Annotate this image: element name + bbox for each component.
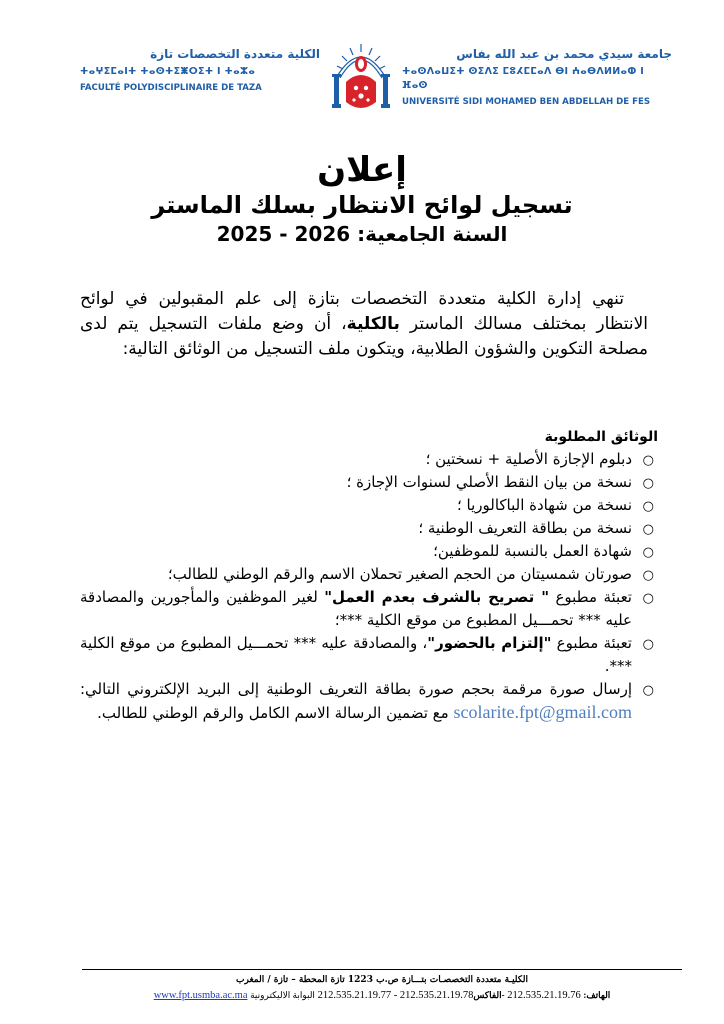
footer-address: الكليـة متعددة التخصصـات بتـــازة ص.ب 1223 تازة المحطة – تازة / المغرب xyxy=(236,975,528,985)
list-item-text: دبلوم الإجازة الأصلية + نسختين ؛ xyxy=(425,450,632,468)
form-name-declaration: " تصريح بالشرف بعدم العمل" xyxy=(324,588,550,606)
faculty-name-arabic: الكلية متعددة التخصصات تازة xyxy=(150,47,320,61)
bullet-circle-icon: ○ xyxy=(642,637,654,652)
list-item-text: نسخة من شهادة الباكالوريا ؛ xyxy=(456,496,632,514)
list-item xyxy=(80,494,660,517)
faculty-heading xyxy=(80,46,320,95)
university-emblem-icon xyxy=(328,38,394,118)
list-item xyxy=(80,448,660,471)
fax-number-1: 212.535.21.19.77 xyxy=(317,990,392,1001)
list-item-text: نسخة من بيان النقط الأصلي لسنوات الإجازة ؛ xyxy=(346,473,632,491)
list-item xyxy=(80,471,660,494)
university-name-french: UNIVERSITÉ SIDI MOHAMED BEN ABDELLAH DE FES xyxy=(402,97,651,107)
documents-list xyxy=(80,448,660,725)
university-heading xyxy=(402,46,672,109)
announcement-title-block xyxy=(0,150,724,248)
list-item xyxy=(80,678,660,725)
intro-bold: بالكلية xyxy=(346,314,400,334)
list-item-text: تعبئة مطبوع xyxy=(549,588,632,606)
list-item xyxy=(80,632,660,678)
phone-label: الهاتف: xyxy=(583,990,611,1000)
documents-heading: الوثائق المطلوبة xyxy=(544,429,658,445)
bullet-circle-icon: ○ xyxy=(642,453,654,468)
bullet-circle-icon: ○ xyxy=(642,476,654,491)
bullet-circle-icon: ○ xyxy=(642,545,654,560)
intro-text-2: ، أن وضع ملفات التسجيل يتم لدى مصلحة التكوين والشؤون الطلابية، ويتكون ملف التسجيل من الوثائق التالية: xyxy=(80,314,648,359)
announcement-subtitle: تسجيل لوائح الانتظار بسلك الماستر xyxy=(151,191,573,219)
footer-divider xyxy=(82,969,682,970)
intro-text-1: تنهي إدارة الكلية متعددة التخصصات بتازة إلى علم المقبولين في لوائح الانتظار بمختلف مسالك الماستر xyxy=(80,289,648,334)
letterhead xyxy=(0,0,724,125)
required-documents xyxy=(80,426,660,725)
university-name-arabic: جامعة سيدي محمد بن عبد الله بفاس xyxy=(456,47,672,61)
fax-number-2: 212.535.21.19.78 xyxy=(399,990,474,1001)
bullet-circle-icon: ○ xyxy=(642,522,654,537)
list-item-text: إرسال صورة مرقمة بحجم صورة بطاقة التعريف الوطنية إلى البريد الإلكتروني التالي: xyxy=(80,680,632,698)
list-item-text: نسخة من بطاقة التعريف الوطنية ؛ xyxy=(418,519,632,537)
list-item xyxy=(80,517,660,540)
academic-year-label: السنة الجامعية: xyxy=(357,222,508,246)
list-item-text: تعبئة مطبوع xyxy=(551,634,632,652)
list-item xyxy=(80,540,660,563)
list-item-text: مع تضمين الرسالة الاسم الكامل والرقم الوطني للطالب. xyxy=(97,704,454,722)
portal-label: البوابة الاليكترونية xyxy=(250,990,315,1000)
list-item xyxy=(80,563,660,586)
faculty-name-tifinagh: ⵜⴰⵖⵉⵎⴰⵏⵜ ⵜⴰⵙⵜⵉⵥⵔⵉⵜ ⵏ ⵜⴰⵣⴰ xyxy=(80,66,256,77)
form-name-attendance: "إلتزام بالحضور" xyxy=(427,634,552,652)
announcement-title: إعلان xyxy=(317,150,407,190)
footer-contacts xyxy=(82,988,682,1003)
separator: - xyxy=(393,990,400,1001)
list-item xyxy=(80,586,660,632)
phone-number: 212.535.21.19.76 xyxy=(507,990,581,1001)
bullet-circle-icon: ○ xyxy=(642,683,654,698)
list-item-text: صورتان شمسيتان من الحجم الصغير تحملان الاسم والرقم الوطني للطالب؛ xyxy=(167,565,632,583)
list-item-text: ، والمصادقة عليه *** تحمـــيل المطبوع من موقع الكلية ***. xyxy=(80,634,632,675)
university-name-tifinagh: ⵜⴰⵙⴷⴰⵡⵉⵜ ⵙⵉⴷⵉ ⵎⵓⵃⵎⵎⴰⴷ ⴱⵏ ⵄⴰⴱⴷⵍⵍⴰⵀ ⵏ ⴼⴰⵙ xyxy=(402,66,645,91)
faculty-name-french: FACULTÉ POLYDISCIPLINAIRE DE TAZA xyxy=(80,83,262,93)
list-item-text: شهادة العمل بالنسبة للموظفين؛ xyxy=(433,542,632,560)
email-link[interactable]: scolarite.fpt@gmail.com xyxy=(453,702,632,722)
list-item-text: لغير الموظفين والمأجورين والمصادقة عليه *** تحمـــيل المطبوع من موقع الكلية ***؛ xyxy=(80,588,632,629)
academic-year-value: 2025 - 2026 xyxy=(216,222,351,246)
fax-label: -الفاكس xyxy=(473,990,505,1000)
bullet-circle-icon: ○ xyxy=(642,591,654,606)
intro-paragraph xyxy=(80,287,648,362)
bullet-circle-icon: ○ xyxy=(642,568,654,583)
academic-year xyxy=(0,220,724,248)
bullet-circle-icon: ○ xyxy=(642,499,654,514)
website-link[interactable]: www.fpt.usmba.ac.ma xyxy=(153,990,248,1001)
